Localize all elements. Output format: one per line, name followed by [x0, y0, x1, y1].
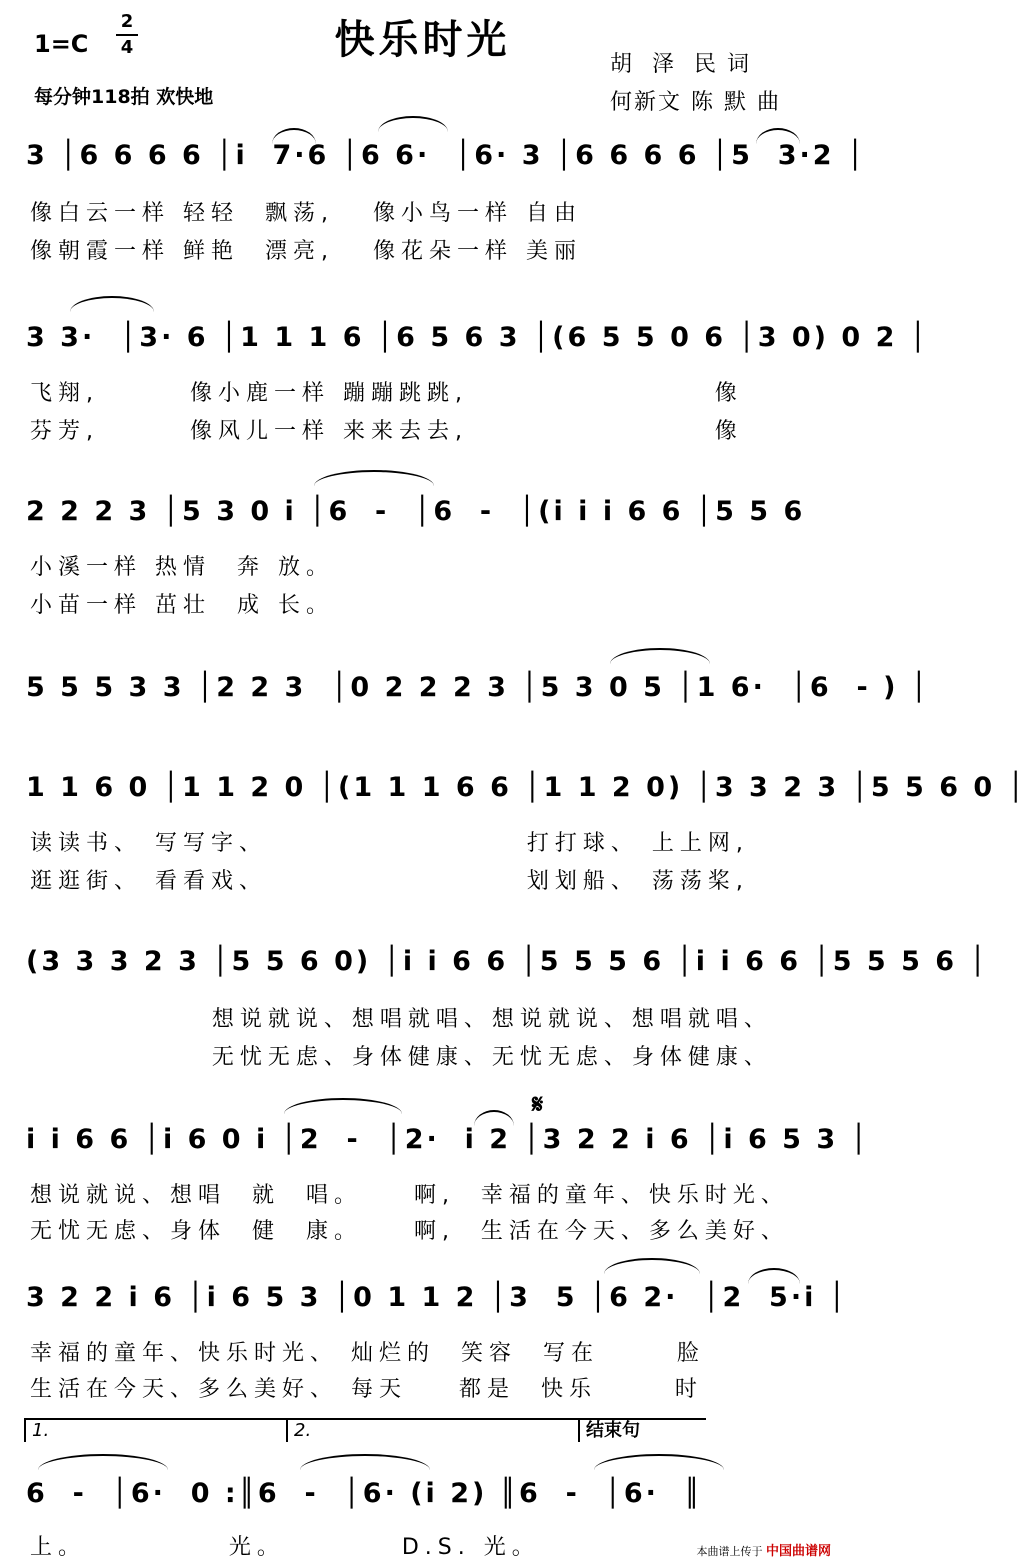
key-signature: 1=C	[34, 30, 89, 58]
score-line-3	[26, 496, 826, 542]
score-line-1	[26, 140, 867, 186]
time-signature	[116, 12, 138, 58]
notes-line-6: (3 3 3 2 3 │5 5 6 0) │i i 6 6 │5 5 5 6 │i i 6 6 │5 5 5 6 │	[26, 946, 989, 977]
volta-first-ending	[24, 1418, 286, 1442]
notes-line-9: 6 - │6· 0 :║6 - │6· (i 2) ║6 - │6· ║	[26, 1478, 703, 1509]
lyricist: 胡 泽 民 词	[610, 52, 751, 77]
composer: 何新文 陈 默 曲	[610, 90, 781, 115]
meter-bottom: 4	[120, 37, 134, 58]
page-title: 快乐时光	[334, 17, 511, 63]
lyrics-line-8-verse-2: 生活在今天、多么美好、 每天 都是 快乐 时	[30, 1377, 703, 1402]
credits	[610, 46, 810, 122]
volta-second-ending	[286, 1418, 578, 1442]
notes-line-3: 2 2 2 3 │5 3 0 i │6 - │6 - │(i i i 6 6 │5 5 6	[26, 496, 806, 527]
footer-watermark	[696, 1540, 831, 1559]
lyrics-line-7-verse-1: 想说就说、想唱 就 唱。 啊, 幸福的童年、快乐时光、	[30, 1183, 789, 1208]
score-line-4	[26, 672, 931, 718]
footer-upload-text: 本曲谱上传于	[696, 1545, 763, 1558]
notes-line-5: 1 1 6 0 │1 1 2 0 │(1 1 1 6 6 │1 1 2 0) │3 3 2 3 │5 5 6 0 │	[26, 772, 1027, 803]
volta-2-label: 2.	[294, 1420, 312, 1441]
lyrics-line-5-verse-1: 读读书、 写写字、 打打球、 上上网,	[30, 831, 749, 856]
lyrics-line-5-verse-2: 逛逛街、 看看戏、 划划船、 荡荡桨,	[30, 869, 749, 894]
lyrics-line-6-verse-1: 想说就说、想唱就唱、想说就说、想唱就唱、	[30, 1007, 772, 1032]
score-line-5	[26, 772, 1027, 818]
segno-sign: 𝄋	[532, 1090, 544, 1120]
lyrics-line-2-verse-1: 飞翔, 像小鹿一样 蹦蹦跳跳, 像	[30, 381, 743, 406]
notes-line-1: 3 │6 6 6 6 │i 7·6 │6 6· │6· 3 │6 6 6 6 │5 3·2 │	[26, 140, 867, 171]
score-line-7	[26, 1124, 870, 1170]
lyrics-line-9: 上。 光。 D.S. 光。	[30, 1535, 540, 1560]
lyrics-line-6-verse-2: 无忧无虑、身体健康、无忧无虑、身体健康、	[30, 1045, 772, 1070]
notes-line-4: 5 5 5 3 3 │2 2 3 │0 2 2 2 3 │5 3 0 5 │1 6· │6 - ) │	[26, 672, 931, 703]
lyrics-line-1-verse-1: 像白云一样 轻轻 飘荡, 像小鸟一样 自由	[30, 201, 582, 226]
lyrics-line-3-verse-1: 小溪一样 热情 奔 放。	[30, 555, 334, 580]
volta-1-label: 1.	[32, 1420, 50, 1441]
meter-top: 2	[120, 11, 134, 32]
score-line-8	[26, 1282, 848, 1328]
score-line-9	[26, 1478, 826, 1524]
score-line-6	[26, 946, 989, 992]
lyrics-line-3-verse-2: 小苗一样 茁壮 成 长。	[30, 593, 334, 618]
lyrics-line-2-verse-2: 芬芳, 像风儿一样 来来去去, 像	[30, 419, 743, 444]
notes-line-7: i i 6 6 │i 6 0 i │2 - │2· i 2 │3 2 2 i 6 │i 6 5 3 │	[26, 1124, 870, 1155]
notes-line-8: 3 2 2 i 6 │i 6 5 3 │0 1 1 2 │3 5 │6 2· │2 5·i │	[26, 1282, 848, 1313]
notes-line-2: 3 3· │3· 6 │1 1 1 6 │6 5 6 3 │(6 5 5 0 6 │3 0) 0 2 │	[26, 322, 930, 353]
lyrics-line-1-verse-2: 像朝霞一样 鲜艳 漂亮, 像花朵一样 美丽	[30, 239, 582, 264]
lyrics-line-8-verse-1: 幸福的童年、快乐时光、 灿烂的 笑容 写在 脸	[30, 1341, 705, 1366]
ending-phrase-label: 结束句	[578, 1418, 706, 1442]
tempo-marking: 每分钟118拍 欢快地	[34, 86, 214, 108]
score-line-2	[26, 322, 930, 368]
site-logo-text: 中国曲谱网	[765, 1544, 831, 1559]
lyrics-line-7-verse-2: 无忧无虑、身体 健 康。 啊, 生活在今天、多么美好、	[30, 1219, 789, 1244]
